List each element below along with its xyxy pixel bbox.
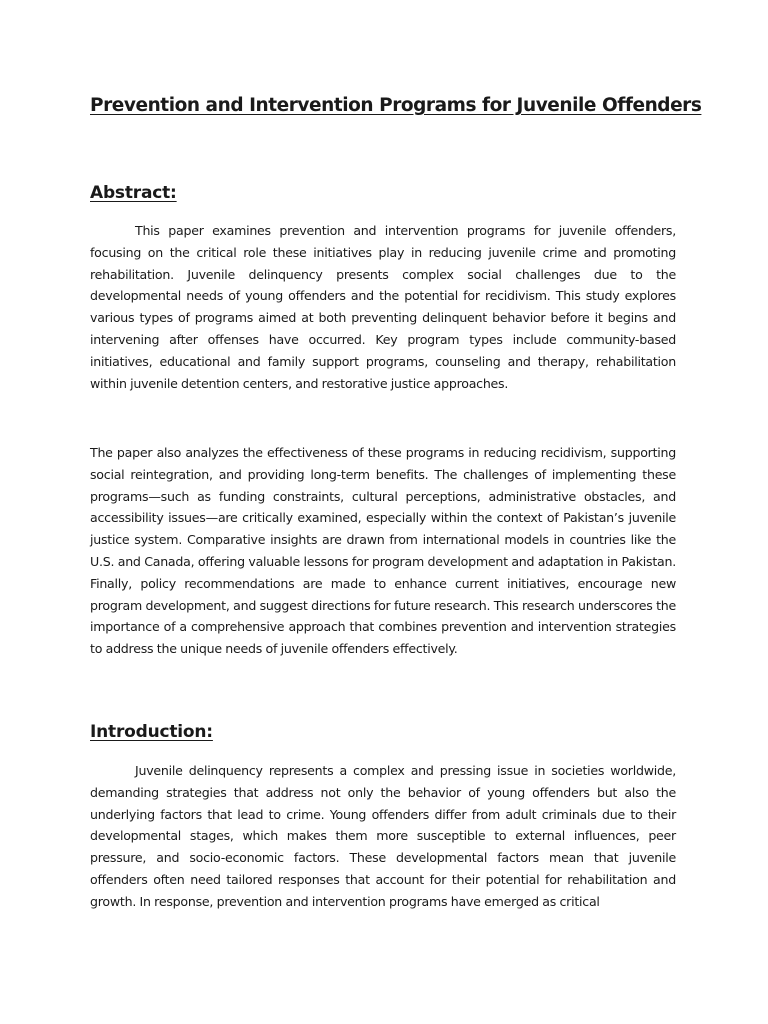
introduction-paragraph-1: Juvenile delinquency represents a complex and pressing issue in societies worldwide, demanding strategies that address not only the behavior of young offenders but also the underlying factors that lead to crime. Young offenders differ from adult criminals due to their developmental stages, which makes them more susceptible to external influences, peer pressure, and socio-economic factors. These developmental factors mean that juvenile offenders often need tailored responses that account for their potential for rehabilitation and growth. In response, prevention and intervention programs have emerged as critical — [90, 763, 676, 909]
abstract-heading: Abstract: — [90, 183, 177, 203]
abstract-paragraph-2: The paper also analyzes the effectiveness of these programs in reducing recidivism, supporting social reintegration, and providing long-term benefits. The challenges of implementing these programs—such as funding constraints, cultural perceptions, administrative obstacles, and accessibility issues—are critically examined, especially within the context of Pakistan’s juvenile justice system. Comparative insights are drawn from international models in countries like the U.S. and Canada, offering valuable lessons for program development and adaptation in Pakistan. Finally, policy recommendations are made to enhance current initiatives, encourage new program development, and suggest directions for future research. This research underscores the importance of a comprehensive approach that combines prevention and intervention strategies to address the unique needs of juvenile offenders effectively. — [90, 445, 676, 657]
introduction-heading: Introduction: — [90, 722, 213, 742]
document-title: Prevention and Intervention Programs for Juvenile Offenders — [90, 95, 702, 116]
abstract-paragraph-1: This paper examines prevention and intervention programs for juvenile offenders, focusing on the critical role these initiatives play in reducing juvenile crime and promoting rehabilitation. Juvenile delinquency presents complex social challenges due to the developmental needs of young offenders and the potential for recidivism. This study explores various types of programs aimed at both preventing delinquent behavior before it begins and intervening after offenses have occurred. Key program types include community-based initiatives, educational and family support programs, counseling and therapy, rehabilitation within juvenile detention centers, and restorative justice approaches. — [90, 223, 676, 391]
